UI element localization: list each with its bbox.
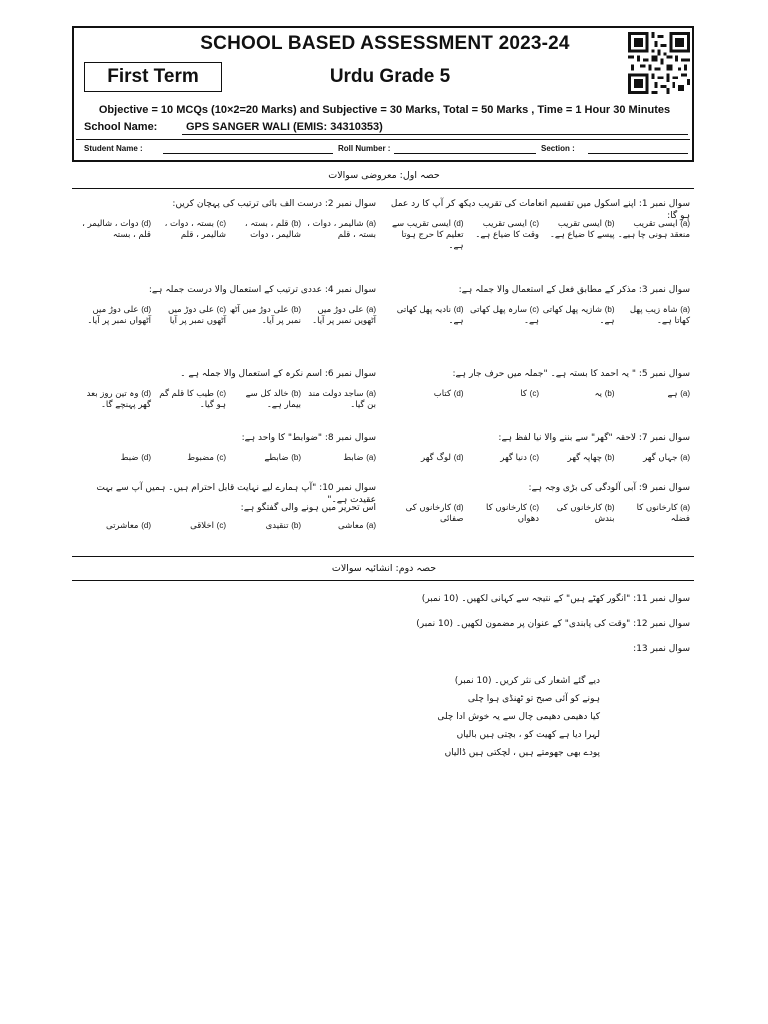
question-4-option-a[interactable]: [303, 304, 376, 327]
option-label: (b): [604, 389, 615, 398]
question-9-option-d[interactable]: [390, 502, 464, 525]
option-label: (d): [453, 453, 464, 462]
option-label: (a): [680, 219, 690, 228]
option-label: (d): [141, 521, 151, 530]
option-text: یہ: [594, 389, 602, 399]
question-5-option-b[interactable]: [541, 388, 615, 400]
assessment-title: SCHOOL BASED ASSESSMENT 2023-24: [200, 33, 570, 54]
section2-heading: حصہ دوم: انشائیہ سوالات: [331, 563, 437, 574]
option-text: علی دوڑ میں آٹھوں نمبر پر آیا: [167, 305, 226, 326]
question-9-option-c[interactable]: [466, 502, 540, 525]
question-4-stem: سوال نمبر 4: عددی ترتیب کے استعمال والا درست جملہ ہے:: [148, 285, 376, 295]
option-label: (c): [216, 453, 226, 462]
option-text: ایسی تقریب سے تعلیم کا حرج ہوتا ہے۔: [392, 219, 464, 251]
option-text: ضابط: [343, 453, 364, 463]
question-10-option-d[interactable]: [78, 520, 151, 532]
option-text: دنیا گھر: [500, 453, 527, 463]
poem-line-4: پودے بھی جھومتے ہیں ، لچکتی ہیں ڈالیاں: [444, 748, 600, 758]
option-label: (d): [141, 305, 151, 314]
option-label: (d): [453, 389, 464, 398]
option-label: (a): [680, 453, 690, 462]
question-2-option-d[interactable]: [78, 218, 151, 241]
option-text: خالد کل سے بیمار ہے۔: [245, 389, 301, 410]
question-1-option-d[interactable]: [390, 218, 464, 252]
term-box: First Term: [84, 62, 222, 92]
option-label: (c): [529, 305, 539, 314]
question-3-option-b[interactable]: [541, 304, 615, 327]
option-text: ہے: [667, 389, 678, 399]
option-label: (a): [680, 389, 690, 398]
question-2-option-b[interactable]: [228, 218, 301, 241]
question-1-stem: سوال نمبر 1: اپنے اسکول میں تقسیم انعامات کی تقریب دیکھ کر آپ کا رد عمل ہو گا:: [390, 199, 690, 221]
option-label: (d): [141, 453, 151, 462]
question-9-option-b[interactable]: [541, 502, 615, 525]
section-label: Section :: [541, 144, 575, 153]
option-label: (a): [366, 389, 376, 398]
section1-heading: حصہ اول: معروضی سوالات: [328, 170, 440, 181]
school-name-underline: [182, 134, 688, 135]
roll-number-field[interactable]: [394, 153, 536, 154]
question-7-option-b[interactable]: [541, 452, 615, 464]
option-label: (b): [604, 305, 615, 314]
option-text: کارخانوں کی صفائی: [405, 503, 464, 524]
option-label: (a): [366, 453, 376, 462]
option-text: دوات ، شالیمر ، قلم ، بستہ: [82, 219, 151, 240]
option-label: (d): [141, 389, 151, 398]
option-label: (b): [291, 453, 301, 462]
option-label: (b): [291, 305, 301, 314]
option-text: ایسی تقریب منعقد ہونی چا ہیے۔: [617, 219, 690, 240]
question-6-option-c[interactable]: [153, 388, 226, 411]
option-text: معاشرتی: [105, 521, 139, 531]
option-text: کارخانوں کا فضلہ: [636, 503, 690, 524]
student-name-field[interactable]: [163, 153, 333, 154]
question-3-option-d[interactable]: [390, 304, 464, 327]
poem-line-3: لہرا دیا ہے کھیت کو ، بچتی ہیں بالیاں: [456, 730, 600, 740]
option-text: ضابطے: [264, 453, 289, 463]
header-divider: [76, 139, 690, 140]
option-text: ضبط: [120, 453, 139, 463]
option-label: (b): [291, 389, 301, 398]
question-9-stem: سوال نمبر 9: آبی آلودگی کی بڑی وجہ ہے:: [528, 483, 690, 493]
question-10-stem-2: اس تحریر میں ہونے والی گفتگو ہے:: [240, 503, 376, 513]
option-label: (c): [529, 389, 539, 398]
question-4-option-c[interactable]: [153, 304, 226, 327]
option-label: (a): [680, 503, 690, 512]
option-text: علی دوڑ میں آٹھواں نمبر پر آیا۔: [87, 305, 151, 326]
marks-distribution: Objective = 10 MCQs (10×2=20 Marks) and Subjective = 30 Marks, Total = 50 Marks , Time = 1 Hour 30 Minutes: [98, 104, 671, 116]
option-text: ایسی تقریب وقت کا ضیاع ہے۔: [475, 219, 539, 240]
question-2-stem: سوال نمبر 2: درست الف بائی ترتیب کی پہچان کریں:: [172, 199, 376, 209]
poem-line-2: کیا دھیمی دھیمی چال سے یہ خوش ادا چلی: [437, 712, 600, 722]
question-12: سوال نمبر 12: "وقت کی پابندی" کے عنوان پر مضمون لکھیں۔ (10 نمبر): [416, 619, 690, 629]
question-7-option-c[interactable]: [466, 452, 540, 464]
question-1-option-a[interactable]: [617, 218, 691, 241]
question-3-stem: سوال نمبر 3: مذکر کے مطابق فعل کے استعمال والا جملہ ہے:: [458, 285, 690, 295]
question-3-option-c[interactable]: [466, 304, 540, 327]
option-text: تنقیدی: [265, 521, 289, 531]
option-label: (d): [141, 219, 151, 228]
option-label: (c): [216, 219, 226, 228]
question-5-stem: سوال نمبر 5: " یہ احمد کا بستہ ہے۔ "جملہ میں حرف جار ہے:: [452, 369, 690, 379]
roll-number-label: Roll Number :: [338, 144, 391, 153]
question-8-option-b[interactable]: [228, 452, 301, 464]
option-text: قلم ، بستہ ، شالیمر ، دوات: [244, 219, 301, 240]
option-label: (b): [604, 453, 615, 462]
option-label: (d): [453, 503, 464, 512]
option-label: (a): [366, 219, 376, 228]
option-text: جہاں گھر: [643, 453, 678, 463]
option-text: کتاب: [433, 389, 451, 399]
option-text: اخلاقی: [190, 521, 214, 531]
option-label: (d): [453, 219, 464, 228]
option-label: (b): [604, 219, 615, 228]
question-2-option-a[interactable]: [303, 218, 376, 241]
student-name-label: Student Name :: [84, 144, 143, 153]
option-label: (b): [604, 503, 615, 512]
question-6-stem: سوال نمبر 6: اسم نکرہ کے استعمال والا جملہ ہے ۔: [180, 369, 376, 379]
option-label: (a): [366, 521, 376, 530]
option-text: علی دوڑ میں آٹھ نمبر پر آیا۔: [229, 305, 301, 326]
question-5-option-d[interactable]: [390, 388, 464, 400]
option-text: کارخانوں کی بندش: [556, 503, 615, 524]
poem-line-1: ہونے کو آئی صبح تو ٹھنڈی ہوا چلی: [467, 694, 600, 704]
option-label: (a): [366, 305, 376, 314]
question-2-option-c[interactable]: [153, 218, 226, 241]
option-label: (c): [529, 453, 539, 462]
option-text: کا: [520, 389, 527, 399]
option-label: (c): [529, 503, 539, 512]
school-name-value: GPS SANGER WALI (EMIS: 34310353): [186, 121, 383, 133]
option-label: (c): [216, 305, 226, 314]
question-4-option-d[interactable]: [78, 304, 151, 327]
section-field[interactable]: [588, 153, 688, 154]
question-8-stem: سوال نمبر 8: "ضوابط" کا واحد ہے:: [241, 433, 376, 443]
option-text: چھاپہ گھر: [567, 453, 602, 463]
option-text: شاہ زیب پھل کھاتا ہے۔: [629, 305, 690, 326]
question-6-option-d[interactable]: [78, 388, 151, 411]
option-text: لوگ گھر: [421, 453, 451, 463]
option-text: شازیہ پھل کھاتی ہے۔: [542, 305, 615, 326]
question-13: سوال نمبر 13:: [633, 644, 690, 654]
question-10-option-c[interactable]: [153, 520, 226, 532]
question-10-stem: سوال نمبر 10: "آپ ہمارے لیے نہایت قابل احترام ہیں۔ ہمیں آپ سے بہت عقیدت ہے۔": [96, 483, 376, 505]
question-9-option-a[interactable]: [617, 502, 691, 525]
grade-subtitle: Urdu Grade 5: [329, 66, 451, 87]
question-5-option-a[interactable]: [617, 388, 691, 400]
option-label: (a): [680, 305, 690, 314]
question-3-option-a[interactable]: [617, 304, 691, 327]
option-text: سارہ پھل کھاتی ہے۔: [470, 305, 539, 326]
qr-code-icon: [628, 32, 690, 94]
question-10-option-b[interactable]: [228, 520, 301, 532]
option-label: (d): [453, 305, 464, 314]
option-text: ساجد دولت مند بن گیا۔: [308, 389, 376, 410]
question-6-option-b[interactable]: [228, 388, 301, 411]
question-6-option-a[interactable]: [303, 388, 376, 411]
question-11: سوال نمبر 11: "انگور کھٹے ہیں" کے نتیجہ سے کہانی لکھیں۔ (10 نمبر): [421, 594, 690, 604]
question-10-option-a[interactable]: [303, 520, 376, 532]
option-text: شالیمر ، دوات ، بستہ ، قلم: [307, 219, 376, 240]
option-text: طیب کا قلم گم ہو گیا۔: [159, 389, 226, 410]
option-text: وہ تین روز بعد گھر پہنچے گا۔: [86, 389, 151, 410]
option-label: (c): [216, 521, 226, 530]
option-text: علی دوڑ میں آٹھویں نمبر پر آیا۔: [312, 305, 376, 326]
question-7-stem: سوال نمبر 7: لاحقہ "گھر" سے بننے والا نیا لفظ ہے:: [498, 433, 690, 443]
section1-divider: [72, 188, 694, 189]
section2-divider: [72, 580, 694, 581]
option-label: (b): [291, 521, 301, 530]
option-text: بستہ ، دوات ، شالیمر ، قلم: [164, 219, 226, 240]
question-5-option-c[interactable]: [466, 388, 540, 400]
question-13-instruction: دیے گئے اشعار کی نثر کریں۔ (10 نمبر): [454, 676, 600, 686]
question-8-option-d[interactable]: [78, 452, 151, 464]
question-7-option-a[interactable]: [617, 452, 691, 464]
option-text: معاشی: [338, 521, 364, 531]
option-label: (b): [291, 219, 301, 228]
option-text: ایسی تقریب پیسے کا ضیاع ہے۔: [549, 219, 615, 240]
question-1-option-c[interactable]: [466, 218, 540, 241]
option-text: مضبوط: [187, 453, 214, 463]
question-7-option-d[interactable]: [390, 452, 464, 464]
question-8-option-c[interactable]: [153, 452, 226, 464]
option-text: نادیہ پھل کھاتی ہے۔: [396, 305, 464, 326]
option-text: کارخانوں کا دھواں: [486, 503, 539, 524]
option-label: (c): [529, 219, 539, 228]
school-name-label: School Name:: [84, 121, 158, 133]
question-8-option-a[interactable]: [303, 452, 376, 464]
section2-top-divider: [72, 556, 694, 557]
question-4-option-b[interactable]: [228, 304, 301, 327]
option-label: (c): [216, 389, 226, 398]
question-1-option-b[interactable]: [541, 218, 615, 241]
